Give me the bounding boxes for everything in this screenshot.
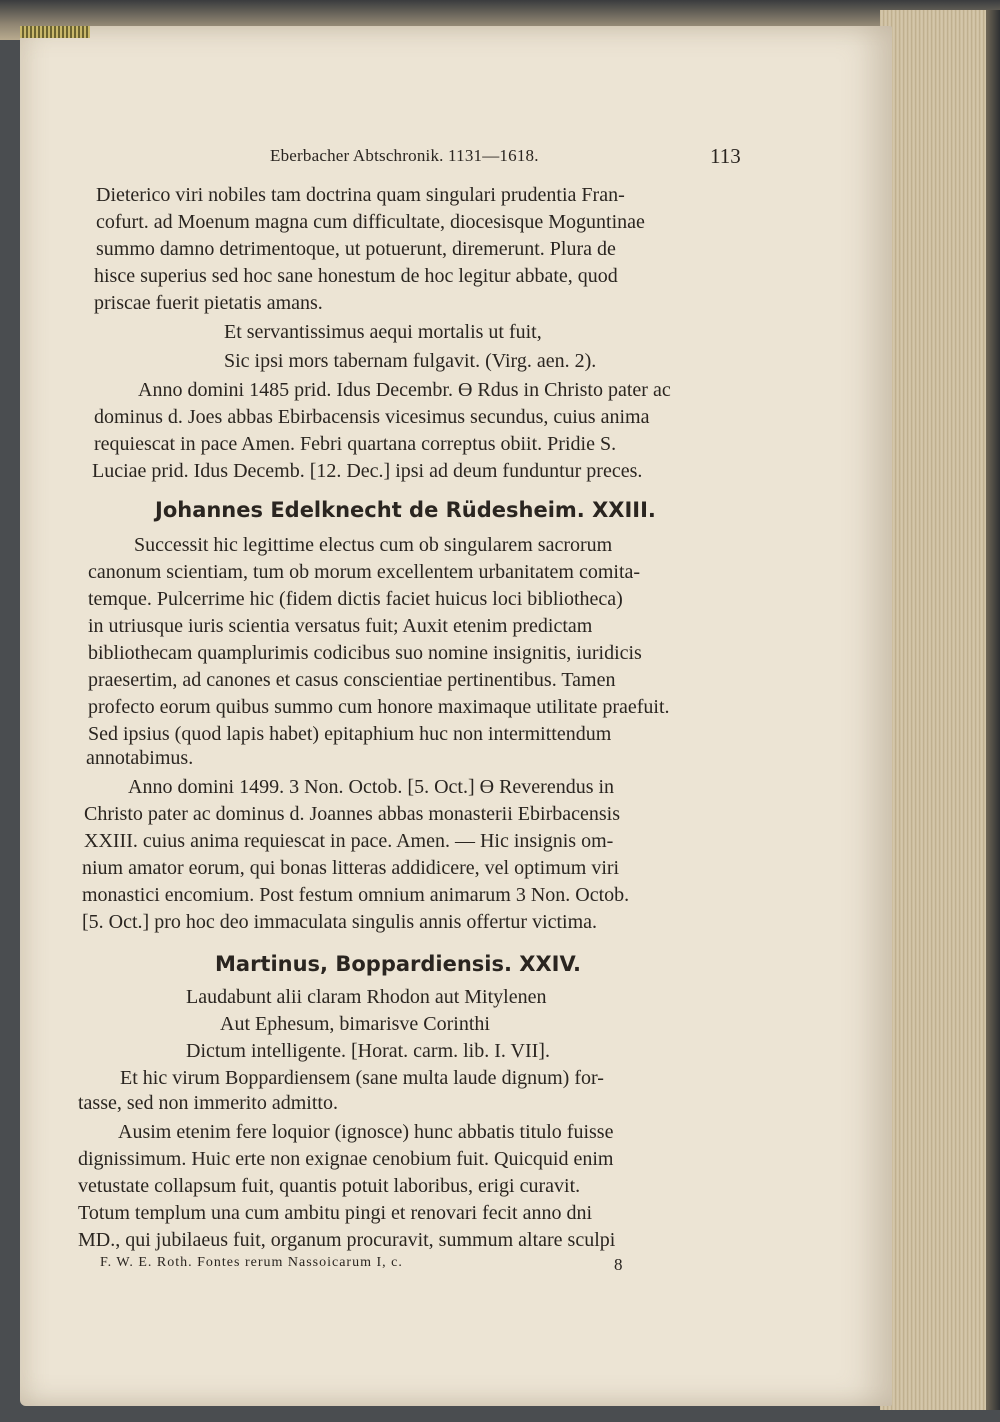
text-line: Totum templum una cum ambitu pingi et renovari fecit anno dni (78, 1202, 593, 1224)
section-heading-edelknecht: Johannes Edelknecht de Rüdesheim. XXIII. (155, 498, 656, 522)
text-line: profecto eorum quibus summo cum honore maximaque utilitate praefuit. (88, 696, 670, 718)
text-line: hisce superius sed hoc sane honestum de hoc legitur abbate, quod (94, 265, 618, 287)
footer-source: F. W. E. Roth. Fontes rerum Nassoicarum I, c. (100, 1255, 403, 1270)
text-line: nium amator eorum, qui bonas litteras addidicere, vel optimum viri (82, 857, 620, 879)
text-line: Successit hic legittime electus cum ob singularem sacrorum (134, 534, 613, 556)
text-line: requiescat in pace Amen. Febri quartana correptus obiit. Pridie S. (94, 433, 617, 455)
text-line: Anno domini 1485 prid. Idus Decembr. ϴ Rdus in Christo pater ac (138, 379, 671, 401)
text-line: canonum scientiam, tum ob morum excellentem urbanitatem comita- (88, 561, 641, 583)
text-line: Christo pater ac dominus d. Joannes abbas monasterii Ebirbacensis (84, 803, 620, 825)
binding-thread (20, 26, 90, 38)
page-number: 113 (710, 144, 741, 168)
text-line: tasse, sed non immerito admitto. (78, 1092, 338, 1114)
text-line: temque. Pulcerrime hic (fidem dictis faciet huicus loci bibliotheca) (88, 588, 623, 610)
text-line: bibliothecam quamplurimis codicibus suo nomine insignitis, iuridicis (88, 642, 642, 664)
text-line: Luciae prid. Idus Decemb. [12. Dec.] ipsi ad deum funduntur preces. (92, 460, 643, 482)
text-line: monastici encomium. Post festum omnium animarum 3 Non. Octob. (82, 884, 630, 906)
verse-line: Sic ipsi mors tabernam fulgavit. (Virg. aen. 2). (224, 350, 597, 372)
verse-line: Dictum intelligente. [Horat. carm. lib. I. VII]. (186, 1040, 550, 1062)
text-line: Et hic virum Boppardiensem (sane multa laude dignum) for- (120, 1067, 604, 1089)
text-line: vetustate collapsum fuit, quantis potuit laboribus, erigi curavit. (78, 1175, 581, 1197)
text-line: Ausim etenim fere loquior (ignosce) hunc abbatis titulo fuisse (118, 1121, 614, 1143)
text-line: annotabimus. (86, 747, 194, 769)
text-line: cofurt. ad Moenum magna cum difficultate, diocesisque Moguntinae (96, 211, 645, 233)
text-line: praesertim, ad canones et casus conscientiae pertinentibus. Tamen (88, 669, 616, 691)
section-heading-martinus: Martinus, Boppardiensis. XXIV. (215, 952, 582, 976)
text-line: priscae fuerit pietatis amans. (94, 292, 323, 314)
text-line: dominus d. Joes abbas Ebirbacensis vicesimus secundus, cuius anima (94, 406, 650, 428)
text-line: in utriusque iuris scientia versatus fuit; Auxit etenim predictam (88, 615, 593, 637)
text-line: [5. Oct.] pro hoc deo immaculata singulis annis offertur victima. (82, 911, 598, 933)
text-line: MD., qui jubilaeus fuit, organum procuravit, summum altare sculpi (78, 1229, 616, 1251)
verse-line: Et servantissimus aequi mortalis ut fuit, (224, 321, 542, 343)
text-line: Anno domini 1499. 3 Non. Octob. [5. Oct.] ϴ Reverendus in (128, 776, 615, 798)
text-line: XXIII. cuius anima requiescat in pace. Amen. — Hic insignis om- (84, 830, 614, 852)
verse-line: Aut Ephesum, bimarisve Corinthi (220, 1013, 490, 1035)
text-line: summo damno detrimentoque, ut potuerunt, diremerunt. Plura de (96, 238, 616, 260)
verse-line: Laudabunt alii claram Rhodon aut Mitylenen (186, 986, 547, 1008)
text-line: Dieterico viri nobiles tam doctrina quam singulari prudentia Fran- (96, 184, 625, 206)
signature-mark: 8 (614, 1255, 623, 1274)
page-stack-edge (880, 10, 1000, 1410)
running-head: Eberbacher Abtschronik. 1131—1618. (270, 146, 539, 165)
text-line: Sed ipsius (quod lapis habet) epitaphium huc non intermittendum (88, 723, 612, 745)
text-line: dignissimum. Huic erte non exignae cenobium fuit. Quicquid enim (78, 1148, 614, 1170)
